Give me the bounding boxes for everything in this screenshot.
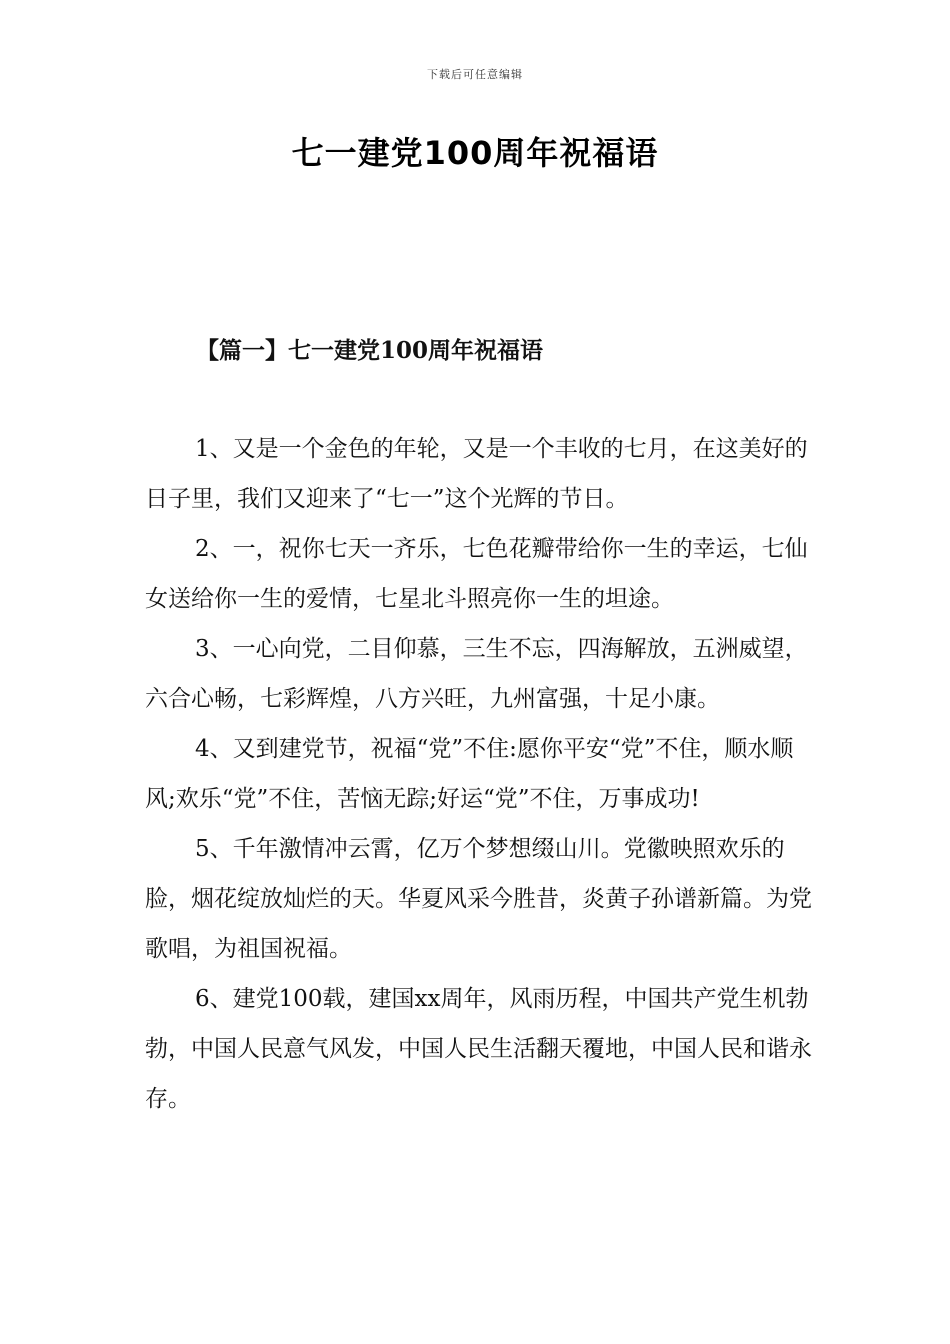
document-body [145, 424, 813, 1124]
document-title: 七一建党100周年祝福语 [291, 134, 659, 172]
section-heading: 【篇一】七一建党100周年祝福语 [196, 337, 544, 364]
paragraph: 4、又到建党节，祝福“党”不住:愿你平安“党”不住，顺水顺风;欢乐“党”不住，苦恼无踪;好运“党”不住，万事成功! [145, 736, 794, 812]
paragraph: 2、一，祝你七天一齐乐，七色花瓣带给你一生的幸运，七仙女送给你一生的爱情，七星北斗照亮你一生的坦途。 [145, 536, 808, 612]
paragraph: 1、又是一个金色的年轮，又是一个丰收的七月，在这美好的日子里，我们又迎来了“七一”这个光辉的节日。 [145, 436, 808, 512]
paragraph: 5、千年激情冲云霄，亿万个梦想缀山川。党徽映照欢乐的脸，烟花绽放灿烂的天。华夏风采今胜昔，炎黄子孙谱新篇。为党歌唱，为祖国祝福。 [145, 836, 812, 962]
paragraph: 3、一心向党，二目仰慕，三生不忘，四海解放，五洲威望，六合心畅，七彩辉煌，八方兴旺，九州富强，十足小康。 [145, 636, 808, 712]
header-note: 下载后可任意编辑 [427, 68, 523, 81]
paragraph: 6、建党100载，建国xx周年，风雨历程，中国共产党生机勃勃，中国人民意气风发，中国人民生活翻天覆地，中国人民和谐永存。 [145, 986, 812, 1112]
